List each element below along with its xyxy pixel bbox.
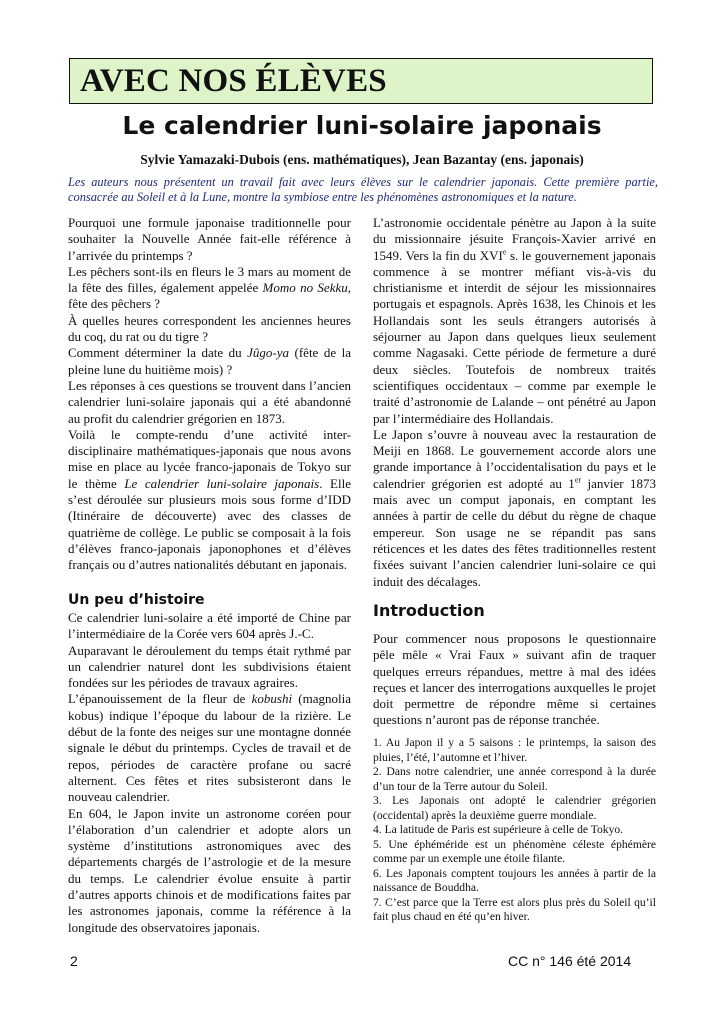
section-title: AVEC NOS ÉLÈVES — [80, 63, 387, 99]
list-item: 2. Dans notre calendrier, une année correspond à la durée d’un tour de la Terre autour du Soleil. — [373, 765, 656, 793]
article-intro: Les auteurs nous présentent un travail fait avec leurs élèves sur le calendrier japonais. Cette première partie, consacrée au Soleil et à la Lune, montre la symbiose entre les phénomènes astronomiques et la nature. — [68, 175, 658, 204]
list-item: 3. Les Japonais ont adopté le calendrier grégorien (occidental) après la deuxième guerre mondiale. — [373, 794, 656, 822]
paragraph: En 604, le Japon invite un astronome coréen pour l’élaboration d’un calendrier et adopte alors un système d’institutions astronomiques avec des départements chargés de l’astrologie et de la mesure du temps. Le calendrier évolue ensuite à partir d’autres apports chinois et de modifications faites par les astronomes japonais, comme la référence à la longitude des observatoires japonais. — [68, 805, 351, 935]
list-item: 7. C’est parce que la Terre est alors plus près du Soleil qu’il fait plus chaud en été qu’en hiver. — [373, 895, 656, 923]
paragraph: L’astronomie occidentale pénètre au Japon à la suite du missionnaire jésuite François-Xavier arrivé en 1549. Vers la fin du XVIe s. le gouvernement japonais commence à se montrer méfiant vis-à-vis du christianisme et interdit de séjour les missionnaires portugais et espagnols. Après 1638, les Chinois et les Hollandais sont les seuls étrangers autorisés à séjourner au Japon dans quelques lieux seulement comme Nagasaki. Cette période de fermeture a duré deux siècles. Toutefois de nombreux traités scientifiques occidentaux – comme par exemple le traité d’astronomie de Lalande – ont pénétré au Japon par l’intermédiaire des Hollandais. — [373, 215, 656, 426]
paragraph: Ce calendrier luni-solaire a été importé de Chine par l’intermédiaire de la Corée vers 604 après J.-C. — [68, 610, 351, 642]
list-item: 1. Au Japon il y a 5 saisons : le printemps, la saison des pluies, l’été, l’automne et l’hiver. — [373, 736, 656, 764]
column-left-top — [68, 215, 351, 574]
list-item: 6. Les Japonais comptent toujours les années à partir de la naissance de Bouddha. — [373, 866, 656, 894]
paragraph: Pour commencer nous proposons le questionnaire pêle mêle « Vrai Faux » suivant afin de traquer quelques erreurs répandues, mettre à mal des idées reçues et lancer des interrogations auxquelles le projet doit permettre de répondre même si certaines questions n’auront pas de réponse tranchée. — [373, 631, 656, 728]
paragraph: Auparavant le déroulement du temps était rythmé par un calendrier naturel dont les subdivisions étaient fondées sur les périodes de travaux agraires. — [68, 642, 351, 691]
paragraph: Le Japon s’ouvre à nouveau avec la restauration de Meiji en 1868. Le gouvernement accorde alors une grande importance à l’occidentalisation du pays et le calendrier grégorien est adopté au 1er janvier 1873 mais avec un comput japonais, en comptant les années à partir de celle du début du règne de chaque empereur. Son usage ne se répandit pas sans réticences et les dates des fêtes traditionnelles restent fixées suivant l’ancien calendrier luni-solaire ce qui induit des décalages. — [373, 426, 656, 589]
list-item: 4. La latitude de Paris est supérieure à celle de Tokyo. — [373, 823, 624, 836]
true-false-list — [373, 736, 656, 925]
paragraph: Voilà le compte-rendu d’une activité inter-disciplinaire mathématiques-japonais que nous avons mise en place au lycée franco-japonais de Tokyo sur le thème Le calendrier luni-solaire japonais. Elle s’est déroulée sur plusieurs mois sous forme d’IDD (Itinéraire de découverte) avec des classes de quatrième de collège. Le public se composait à la fois d’élèves franco-japonais japonophones et d’élèves français ou d’autres nationalités débutant en japonais. — [68, 426, 351, 573]
paragraph: À quelles heures correspondent les anciennes heures du coq, du rat ou du tigre ? — [68, 312, 351, 345]
paragraph: Pourquoi une formule japonaise traditionnelle pour souhaiter la Nouvelle Année fait-elle référence à l’arrivée du printemps ? — [68, 215, 351, 263]
article-title: Le calendrier luni-solaire japonais — [122, 111, 602, 140]
page-number: 2 — [70, 953, 78, 969]
paragraph: Les pêchers sont-ils en fleurs le 3 mars au moment de la fête des filles, également appelée Momo no Sekku, fête des pêchers ? — [68, 263, 351, 312]
heading-introduction: Introduction — [373, 601, 485, 620]
column-left-bottom — [68, 610, 351, 936]
paragraph: L’épanouissement de la fleur de kobushi (magnolia kobus) indique l’époque du labour de la rizière. Le début de la fonte des neiges sur une montagne donnée signale le début du printemps. Cycles de travail et de repos, périodes de caractère profane ou sacré alternent. Ces fêtes et rites subsisteront dans le nouveau calendrier. — [68, 691, 351, 805]
article-authors: Sylvie Yamazaki-Dubois (ens. mathématiques), Jean Bazantay (ens. japonais) — [140, 152, 584, 167]
section-banner — [69, 58, 653, 104]
list-item: 5. Une éphéméride est un phénomène céleste éphémère comme par un exemple une étoile filante. — [373, 837, 656, 865]
heading-histoire: Un peu d’histoire — [68, 592, 205, 608]
paragraph: Les réponses à ces questions se trouvent dans l’ancien calendrier luni-solaire japonais qui a été abandonné au profit du calendrier grégorien en 1873. — [68, 377, 351, 426]
column-right-bottom — [373, 631, 656, 729]
journal-issue: CC n° 146 été 2014 — [508, 953, 632, 969]
paragraph: Comment déterminer la date du Jûgo-ya (fête de la pleine lune du huitième mois) ? — [68, 345, 351, 377]
column-right-top — [373, 215, 656, 590]
